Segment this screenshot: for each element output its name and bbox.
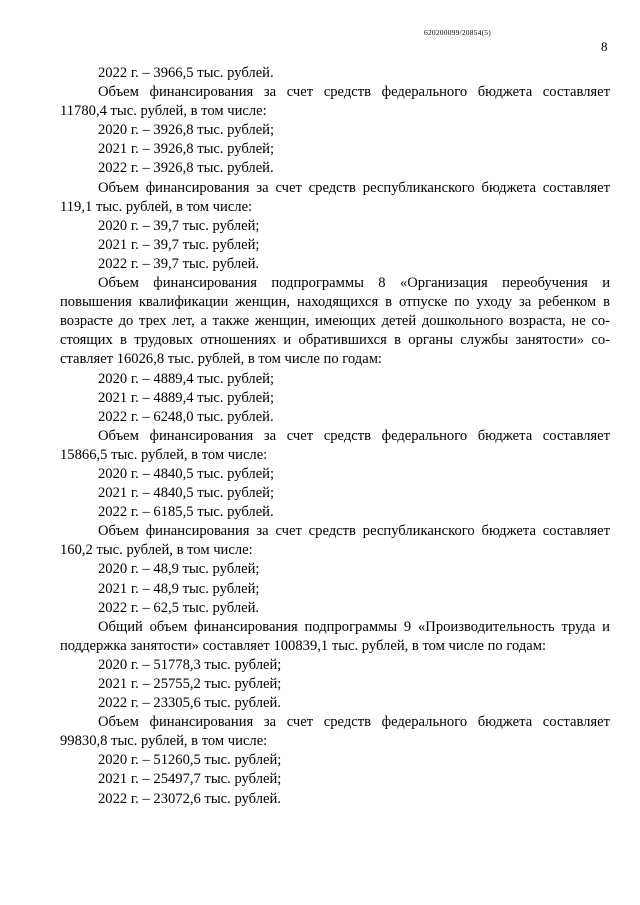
paragraph: Объем финансирования за счет средств федерального бюджета составляет 15866,5 тыс. рублей, в том числе: bbox=[60, 427, 610, 463]
paragraph: Объем финансирования за счет средств республиканского бюджета составляет 160,2 тыс. рублей, в том числе: bbox=[60, 523, 610, 559]
text-line: 2022 г. – 23072,6 тыс. рублей. bbox=[98, 790, 281, 807]
text-line: 2022 г. – 3926,8 тыс. рублей. bbox=[98, 160, 274, 177]
text-line: 2021 г. – 25755,2 тыс. рублей; bbox=[98, 676, 282, 692]
text-line: 2020 г. – 3926,8 тыс. рублей; bbox=[98, 122, 275, 139]
text-line: 2021 г. – 3926,8 тыс. рублей; bbox=[98, 141, 275, 158]
text-line: 2021 г. – 39,7 тыс. рублей; bbox=[98, 236, 260, 253]
text-line: 2020 г. – 48,9 тыс. рублей; bbox=[98, 561, 260, 578]
document-id: 620200099/20854(5) bbox=[424, 28, 491, 37]
text-line: 2022 г. – 3966,5 тыс. рублей. bbox=[98, 65, 274, 81]
paragraph: Общий объем финансирования подпрограммы 9 «Производительность труда и поддержка занятости» составляет 100839,1 тыс. рублей, в том числе по годам: bbox=[60, 618, 610, 654]
text-line: 2020 г. – 51778,3 тыс. рублей; bbox=[98, 656, 282, 673]
paragraph: Объем финансирования за счет средств республиканского бюджета составляет 119,1 тыс. рублей, в том числе: bbox=[60, 179, 610, 215]
document-body bbox=[60, 64, 610, 809]
text-line: 2022 г. – 62,5 тыс. рублей. bbox=[98, 599, 260, 616]
text-line: 2020 г. – 4889,4 тыс. рублей; bbox=[98, 370, 275, 387]
paragraph: Объем финансирования за счет средств федерального бюджета составляет 11780,4 тыс. рублей, в том числе: bbox=[60, 84, 610, 120]
text-line: 2021 г. – 4840,5 тыс. рублей; bbox=[98, 485, 275, 502]
text-line: 2020 г. – 51260,5 тыс. рублей; bbox=[98, 752, 282, 769]
text-line: 2022 г. – 6185,5 тыс. рублей. bbox=[98, 504, 274, 521]
text-line: 2020 г. – 39,7 тыс. рублей; bbox=[98, 217, 260, 234]
paragraph: Объем финансирования подпрограммы 8 «Организация переобучения и повышения квалификации женщин, находящихся в отпуске по уходу за ребенком в возрасте до трех лет, а также женщин, имеющих детей дошкольного возраста, не со-стоящих в трудовых отношениях и обратившихся в органы службы занятости» со-ставляет 16026,8 тыс. рублей, в том числе по годам: bbox=[60, 275, 610, 368]
text-line: 2021 г. – 48,9 тыс. рублей; bbox=[98, 580, 260, 597]
text-line: 2022 г. – 6248,0 тыс. рублей. bbox=[98, 408, 274, 425]
paragraph: Объем финансирования за счет средств федерального бюджета составляет 99830,8 тыс. рублей, в том числе: bbox=[60, 714, 610, 750]
text-line: 2022 г. – 23305,6 тыс. рублей. bbox=[98, 695, 281, 712]
text-line: 2020 г. – 4840,5 тыс. рублей; bbox=[98, 465, 275, 482]
page-number: 8 bbox=[601, 39, 608, 54]
text-line: 2021 г. – 25497,7 тыс. рублей; bbox=[98, 771, 282, 788]
text-line: 2022 г. – 39,7 тыс. рублей. bbox=[98, 255, 260, 272]
text-line: 2021 г. – 4889,4 тыс. рублей; bbox=[98, 389, 275, 406]
